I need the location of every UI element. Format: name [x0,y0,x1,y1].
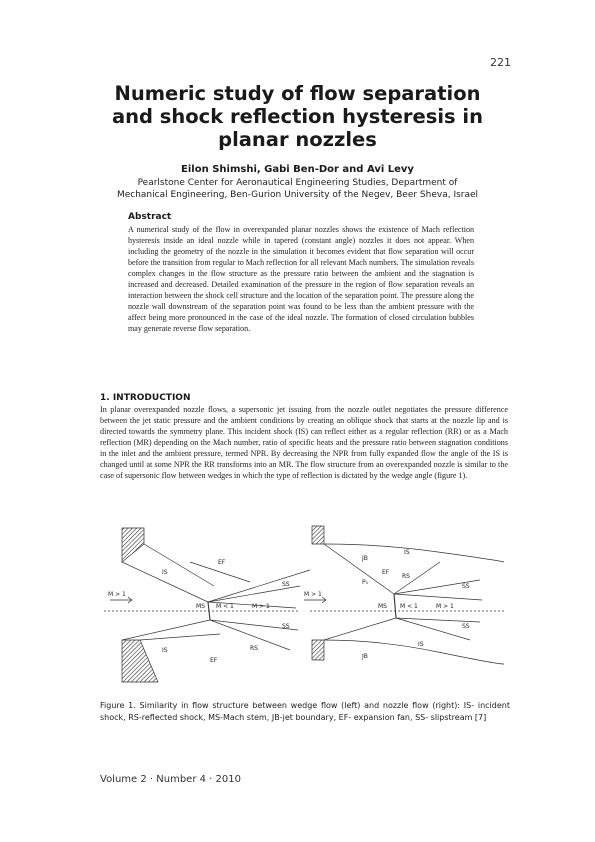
affiliation-line: Mechanical Engineering, Ben-Gurion University of the Negev, Beer Sheva, Israel [116,190,479,200]
label-jb: JB [362,653,368,660]
label-is: IS [162,569,168,576]
label-mach-supersonic: M > 1 [436,603,454,610]
footer-volume: Volume 2 · Number 4 · 2010 [100,774,241,785]
nozzle-flow-diagram [304,526,506,664]
label-is: IS [418,641,424,648]
title-line: Numeric study of flow separation [114,82,481,105]
nozzle-flow-labels [304,549,470,660]
title-line: and shock reflection hysteresis in [112,105,483,128]
upper-nozzle-wall [312,526,324,544]
label-ss: SS [462,583,470,590]
label-jb: JB [362,555,368,562]
section-heading: 1. INTRODUCTION [100,393,191,403]
label-ef: EF [382,569,390,576]
lower-wedge [122,640,158,682]
figure-caption: Figure 1. Similarity in flow structure between wedge flow (left) and nozzle flow (right): IS- incident shock, RS-reflected shock, MS-Mach stem, JB-jet boundary, EF- expansion fan, SS- slipstream [7] [100,701,510,722]
label-rs: RS [402,573,410,580]
label-is: IS [162,647,168,654]
abstract-heading: Abstract [128,212,172,222]
affiliation-line: Pearlstone Center for Aeronautical Engineering Studies, Department of [137,178,458,188]
paper-title [60,82,535,151]
label-ss: SS [282,581,290,588]
label-mach-supersonic: M > 1 [252,603,270,610]
affiliation [40,177,555,201]
label-p0: P₀ [362,579,369,586]
label-mach: M > 1 [108,591,126,598]
label-mach-subsonic: M < 1 [400,603,418,610]
label-mach-subsonic: M < 1 [216,603,234,610]
figure-1-drawing [100,522,510,692]
upper-wedge [122,528,144,562]
introduction-text: In planar overexpanded nozzle flows, a supersonic jet issuing from the nozzle outlet negotiates the pressure difference between the jet static pressure and the ambient conditions by creating an oblique shock that starts at the nozzle lip and is directed towards the symmetry plane. This incident shock (IS) can reflect either as a regular reflection (RR) or as a Mach reflection (MR) depending on the Mach number, ratio of specific heats and the pressure ratio between stagnation conditions in the inlet and the ambient pressure, termed NPR. By decreasing the NPR from fully expanded flow the angle of the IS is changed until at some NPR the RR transforms into an MR. The flow structure from an overexpanded nozzle is similar to the case of supersonic flow between wedges in which the type of reflection is dictated by the wedge angle (figure 1). [100,405,508,480]
label-mach: M > 1 [304,591,322,598]
label-ss: SS [282,623,290,630]
label-is: IS [404,549,410,556]
label-ss: SS [462,623,470,630]
page-number: 221 [490,56,511,69]
label-ef: EF [218,559,226,566]
abstract-text: A numerical study of the flow in overexpanded planar nozzles shows the existence of Mach reflection hysteresis inside an ideal nozzle while in tapered (constant angle) nozzles it does not appear. When including the geometry of the nozzle in the simulation it becomes evident that flow separation will occur before the transition from regular to Mach reflection for all relevant Mach numbers. The simulation reveals complex changes in the flow structure as the pressure ratio between the ambient and the stagnation is increased and decreased. Detailed examination of the pressure in the region of flow separation reveals an interaction between the shock cell structure and the location of the separation point. The pressure along the nozzle wall downstream of the separation point was found to be less than the ambient pressure with the affect being more pronounced in the case of the ideal nozzle. The formation of closed circulation bubbles may generate reverse flow separation. [128,225,474,333]
lower-nozzle-wall [312,640,324,660]
authors: Eilon Shimshi, Gabi Ben-Dor and Avi Levy [181,164,414,175]
figure-1 [100,522,510,692]
label-ms: MS [196,603,205,610]
label-ef: EF [210,657,218,664]
title-line: planar nozzles [218,128,377,151]
label-rs: RS [250,645,258,652]
label-ms: MS [378,603,387,610]
wedge-flow-diagram [104,528,310,682]
